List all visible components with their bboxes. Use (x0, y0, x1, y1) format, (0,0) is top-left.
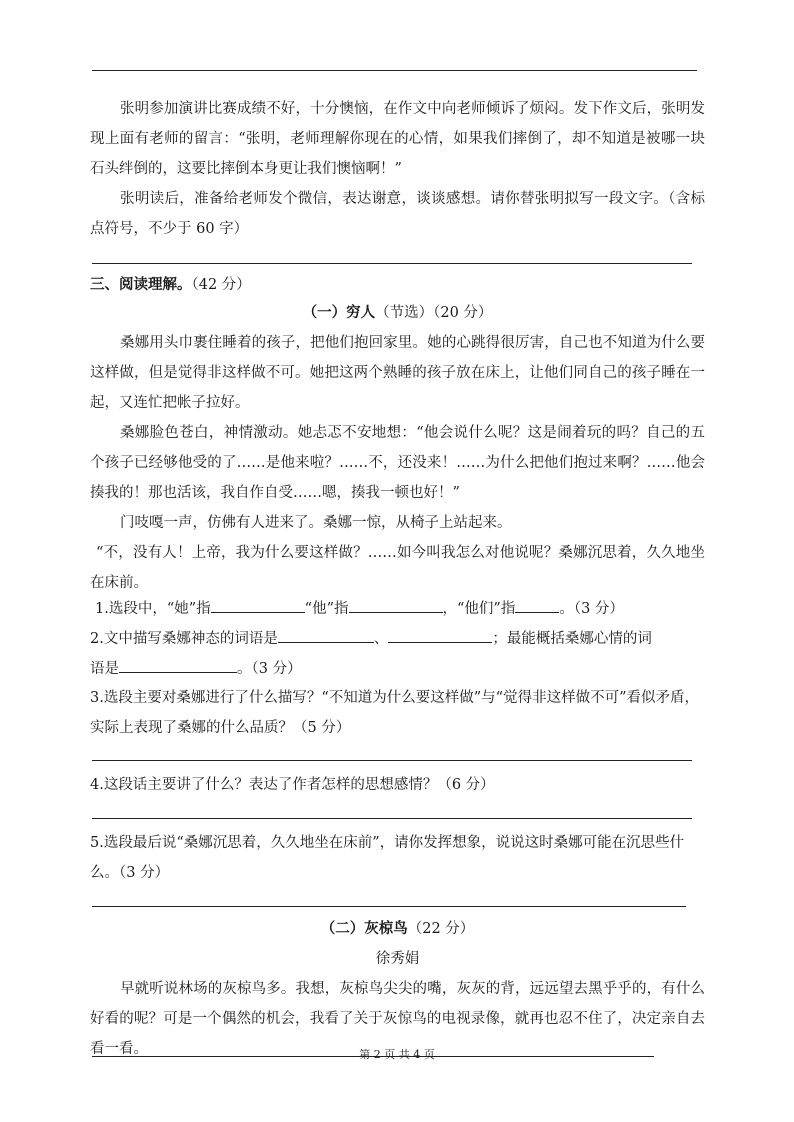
section-score: （42 分） (191, 277, 251, 293)
passage-title (90, 298, 705, 328)
passage-title-note: （22 分） (407, 921, 475, 937)
writing-prompt-instruction: 张明读后，准备给老师发个微信，表达谢意，谈谈感想。请你替张明拟写一段文字。（含标点符号，不少于 60 字） (90, 191, 705, 237)
passage-title (90, 914, 705, 944)
question-3: 3.选段主要对桑娜进行了什么描写？“不知道为什么要这样做”与“觉得非这样做不可”看似矛盾，实际上表现了桑娜的什么品质？（5 分） (90, 690, 699, 736)
answer-blank[interactable] (515, 596, 559, 613)
passage-paragraph: 桑娜用头巾裹住睡着的孩子，把他们抱回家里。她的心跳得很厉害，自己也不知道为什么要这样做，但是觉得非这样做不可。她把这两个熟睡的孩子放在床上，让他们同自己的孩子睡在一起，又连忙把帐子拉好。 (90, 335, 705, 411)
passage-title-text: （一）穷人 (302, 304, 376, 321)
answer-blank[interactable] (388, 626, 492, 643)
question-text: ，“他们”指 (442, 601, 516, 617)
section-title: 三、阅读理解。 (90, 276, 192, 293)
writing-prompt-paragraph: 张明参加演讲比赛成绩不好，十分懊恼，在作文中向老师倾诉了烦闷。发下作文后，张明发现上面有老师的留言：“张明，老师理解你现在的心情，如果我们摔倒了，却不知道是被哪一块石头绊倒的，这要比摔倒本身更让我们懊恼啊！” (90, 101, 705, 177)
question-4: 4.这段话主要讲了什么？表达了作者怎样的思想感情？（6 分） (90, 777, 495, 793)
section-heading (90, 270, 705, 300)
passage-paragraph: 桑娜脸色苍白，神情激动。她忐忑不安地想：“他会说什么呢？这是闹着玩的吗？自己的五个孩子已经够他受的了……是他来啦？……不，还没来！……为什么把他们抱过来啊？……他会揍我的！那也活该，我自作自受……嗯，揍我一顿也好！” (90, 425, 705, 501)
answer-line[interactable] (92, 906, 686, 907)
question-2 (90, 624, 705, 684)
question-5: 5.选段最后说“桑娜沉思着，久久地坐在床前”，请你发挥想象，说说这时桑娜可能在沉思些什么。（3 分） (90, 835, 685, 881)
question-text: ；最能概括桑娜心情的词 (492, 631, 652, 647)
question-text: 语是 (90, 661, 119, 677)
question-1 (95, 594, 710, 624)
passage-title-text: （二）灰椋鸟 (320, 920, 408, 937)
passage-title-note: （节选）（20 分） (375, 305, 493, 321)
answer-line (92, 263, 692, 264)
answer-blank[interactable] (119, 656, 237, 673)
question-text: 、 (373, 631, 389, 647)
page-number: 第 2 页 共 4 页 (359, 1048, 435, 1061)
question-text: 2.文中描写桑娜神态的词语是 (90, 631, 278, 647)
answer-line[interactable] (92, 760, 692, 761)
question-text: 1.选段中，“她”指 (95, 601, 211, 617)
question-text: 。（3 分） (559, 601, 624, 617)
question-text: 。（3 分） (237, 661, 302, 677)
answer-blank[interactable] (278, 626, 374, 643)
passage-paragraph: “不，没有人！上帝，我为什么要这样做？……如今叫我怎么对他说呢？桑娜沉思着，久久地坐在床前。 (90, 545, 705, 591)
answer-blank[interactable] (349, 596, 443, 613)
passage-paragraph: 早就听说林场的灰椋鸟多。我想，灰椋鸟尖尖的嘴，灰灰的背，远远望去黑乎乎的，有什么好看的呢？可是一个偶然的机会，我看了关于灰惊鸟的电视录像，就再也忍不住了，决定亲自去看一看。 (90, 981, 705, 1057)
answer-line[interactable] (92, 818, 692, 819)
passage-paragraph: 门吱嘎一声，仿佛有人进来了。桑娜一惊，从椅子上站起来。 (120, 515, 512, 531)
passage-author: 徐秀娟 (375, 951, 420, 967)
answer-blank[interactable] (211, 596, 305, 613)
answer-line (92, 70, 697, 71)
question-text: “他”指 (304, 601, 349, 617)
